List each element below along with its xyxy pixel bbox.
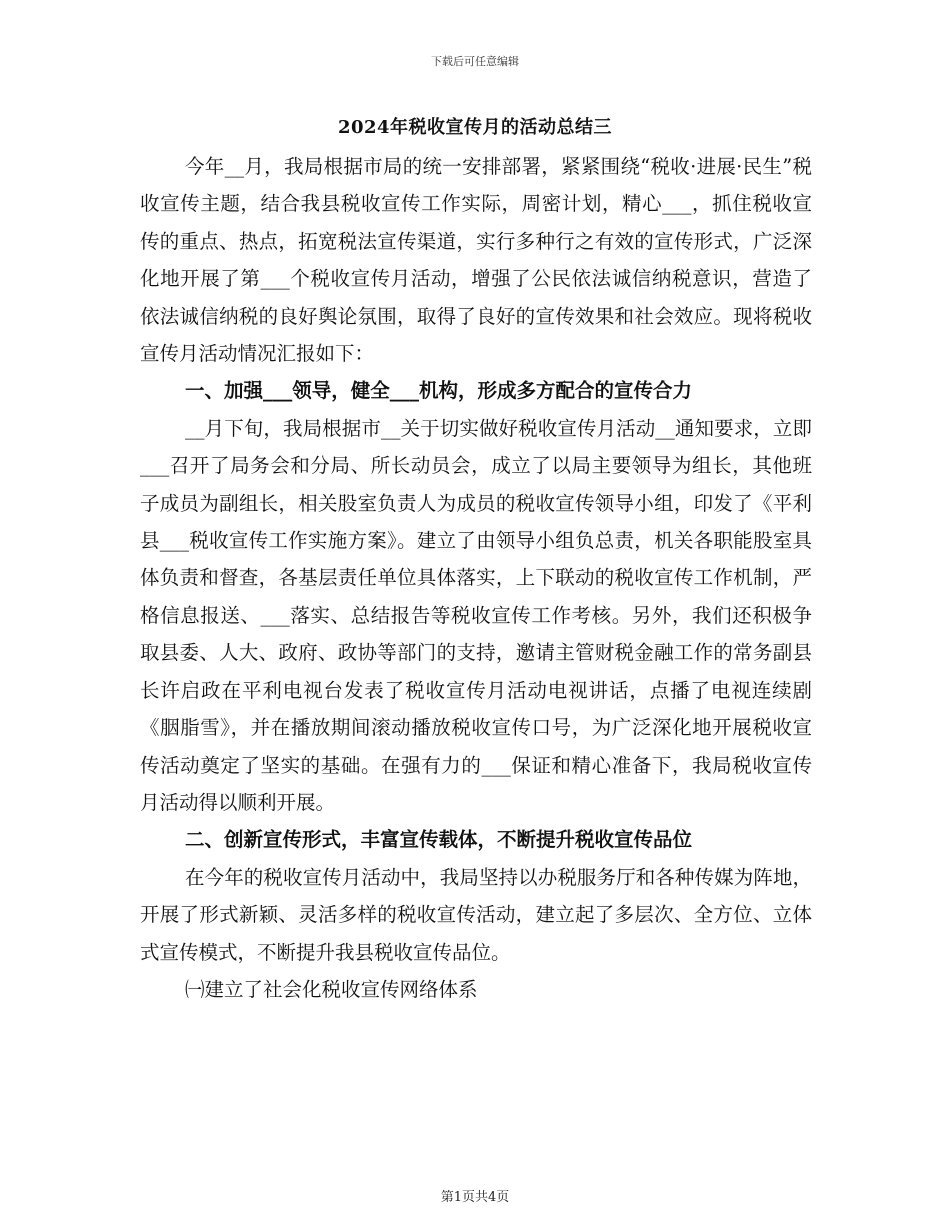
section-2-paragraph: 在今年的税收宣传月活动中，我局坚持以办税服务厅和各种传媒为阵地，开展了形式新颖、灵活多样的税收宣传活动，建立起了多层次、全方位、立体式宣传模式，不断提升我县税收宣传品位。 (140, 865, 812, 964)
section-2-heading: 二、创新宣传形式，丰富宣传载体，不断提升税收宣传品位 (185, 828, 693, 852)
section-1-paragraph: __月下旬，我局根据市__关于切实做好税收宣传月活动__通知要求，立即___召开了局务会和分局、所长动员会，成立了以局主要领导为组长，其他班子成员为副组长，相关股室负责人为成员的税收宣传领导小组，印发了《平利县___税收宣传工作实施方案》。建立了由领导小组负总责，机关各职能股室具体负责和督查，各基层责任单位具体落实，上下联动的税收宣传工作机制，严格信息报送、___落实、总结报告等税收宣传工作考核。另外，我们还积极争取县委、人大、政府、政协等部门的支持，邀请主管财税金融工作的常务副县长许启政在平利电视台发表了税收宣传月活动电视讲话，点播了电视连续剧《胭脂雪》，并在播放期间滚动播放税收宣传口号，为广泛深化地开展税收宣传活动奠定了坚实的基础。在强有力的___保证和精心准备下，我局税收宣传月活动得以顺利开展。 (140, 416, 812, 814)
section-1-heading: 一、加强___领导，健全___机构，形成多方配合的宣传合力 (185, 379, 693, 403)
page-footer: 第1页共4页 (440, 1190, 510, 1205)
document-title: 2024年税收宣传月的活动总结三 (337, 117, 613, 138)
subsection-1-heading: ㈠建立了社会化税收宣传网络体系 (185, 977, 478, 1001)
intro-paragraph: 今年__月，我局根据市局的统一安排部署，紧紧围绕“税收·进展·民生”税收宣传主题，结合我县税收宣传工作实际，周密计划，精心___，抓住税收宣传的重点、热点，拓宽税法宣传渠道，实行多种行之有效的宣传形式，广泛深化地开展了第___个税收宣传月活动，增强了公民依法诚信纳税意识，营造了依法诚信纳税的良好舆论氛围，取得了良好的宣传效果和社会效应。现将税收宣传月活动情况汇报如下： (140, 155, 812, 366)
document-body (140, 148, 812, 1008)
page-header: 下载后可任意编辑 (431, 55, 519, 68)
